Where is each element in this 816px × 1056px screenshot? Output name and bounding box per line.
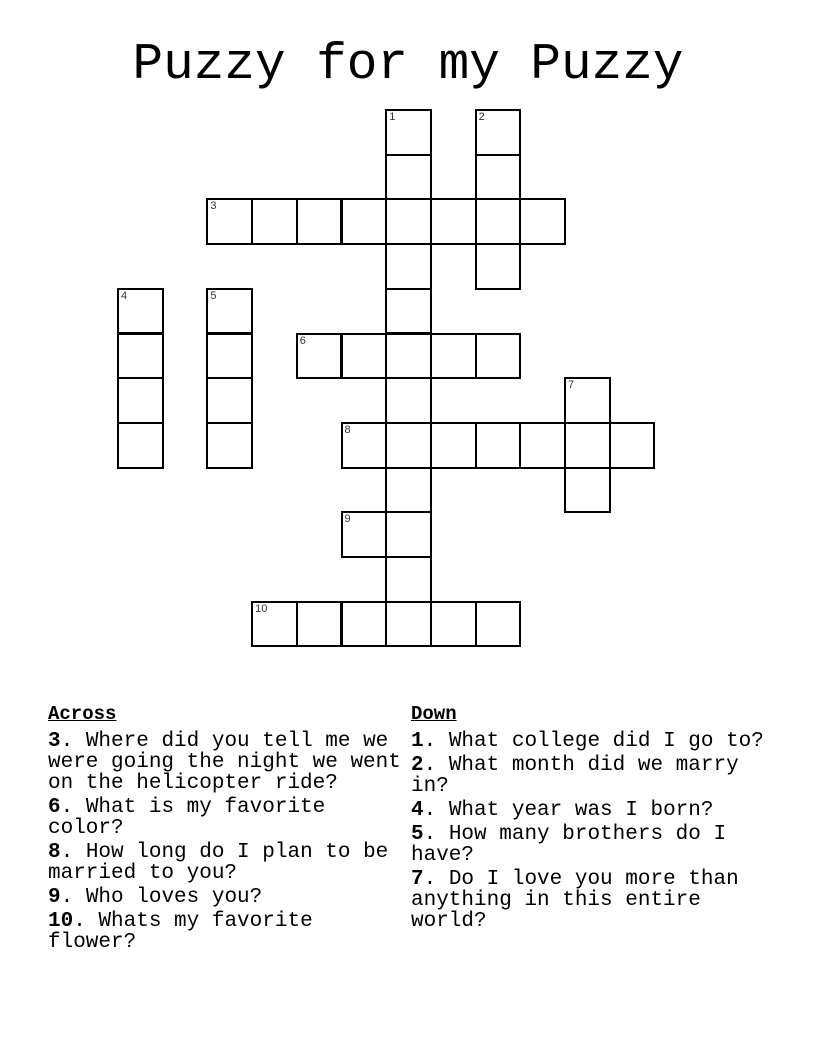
clue-number: 5 bbox=[411, 823, 424, 846]
clue-number: 3 bbox=[48, 730, 61, 753]
cell-number: 5 bbox=[210, 289, 217, 302]
clue-down-1: 1. What college did I go to? bbox=[411, 730, 764, 753]
clue-number: 7 bbox=[411, 868, 424, 891]
crossword-cell[interactable] bbox=[206, 333, 253, 380]
crossword-cell[interactable] bbox=[475, 243, 522, 290]
clue-number: 10 bbox=[48, 910, 74, 933]
crossword-cell[interactable] bbox=[385, 511, 432, 558]
crossword-cell[interactable] bbox=[430, 333, 477, 380]
crossword-cell[interactable] bbox=[519, 422, 566, 469]
crossword-cell[interactable] bbox=[206, 288, 253, 335]
crossword-cell[interactable] bbox=[385, 556, 432, 603]
cell-number: 10 bbox=[255, 602, 268, 615]
clue-across-9: 9. Who loves you? bbox=[48, 886, 263, 909]
cell-number: 9 bbox=[344, 513, 351, 526]
clue-text: Do I love you more than anything in this entire world? bbox=[411, 868, 739, 933]
crossword-cell[interactable] bbox=[385, 154, 432, 201]
crossword-cell[interactable] bbox=[296, 333, 343, 380]
clue-number: 4 bbox=[411, 799, 424, 822]
clue-text: Where did you tell me we were going the night we went on the helicopter ride? bbox=[48, 730, 401, 795]
crossword-cell[interactable] bbox=[251, 198, 298, 245]
crossword-cell[interactable] bbox=[519, 198, 566, 245]
crossword-cell[interactable] bbox=[430, 601, 477, 648]
clue-down-4: 4. What year was I born? bbox=[411, 799, 714, 822]
crossword-cell[interactable] bbox=[385, 109, 432, 156]
clue-down-5: 5. How many brothers do I have? bbox=[411, 823, 727, 867]
clue-across-10: 10. Whats my favorite flower? bbox=[48, 910, 313, 954]
clue-number: 8 bbox=[48, 841, 61, 864]
crossword-cell[interactable] bbox=[475, 154, 522, 201]
clue-number: 6 bbox=[48, 796, 61, 819]
clue-text: How many brothers do I have? bbox=[411, 823, 727, 867]
crossword-cell[interactable] bbox=[475, 601, 522, 648]
crossword-cell[interactable] bbox=[564, 467, 611, 514]
down-clues bbox=[411, 704, 771, 935]
crossword-cell[interactable] bbox=[341, 422, 388, 469]
cell-number: 8 bbox=[344, 423, 351, 436]
clue-text: What is my favorite color? bbox=[48, 796, 326, 840]
crossword-cell[interactable] bbox=[341, 198, 388, 245]
across-clues bbox=[48, 704, 410, 956]
clue-across-8: 8. How long do I plan to be married to you? bbox=[48, 841, 389, 885]
cell-number: 2 bbox=[478, 111, 485, 123]
crossword-cell[interactable] bbox=[341, 333, 388, 380]
clue-text: What month did we marry in? bbox=[411, 754, 739, 798]
crossword-cell[interactable] bbox=[475, 109, 522, 156]
clue-number: 9 bbox=[48, 886, 61, 909]
crossword-cell[interactable] bbox=[341, 601, 388, 648]
clue-text: How long do I plan to be married to you? bbox=[48, 841, 389, 885]
crossword-cell[interactable] bbox=[117, 377, 164, 424]
crossword-cell[interactable] bbox=[475, 198, 522, 245]
crossword-cell[interactable] bbox=[206, 377, 253, 424]
crossword-cell[interactable] bbox=[251, 601, 298, 648]
crossword-cell[interactable] bbox=[564, 377, 611, 424]
crossword-cell[interactable] bbox=[385, 377, 432, 424]
crossword-cell[interactable] bbox=[430, 198, 477, 245]
crossword-cell[interactable] bbox=[117, 333, 164, 380]
crossword-cell[interactable] bbox=[385, 467, 432, 514]
clue-text: Whats my favorite flower? bbox=[48, 910, 313, 954]
crossword-cell[interactable] bbox=[385, 198, 432, 245]
crossword-cell[interactable] bbox=[564, 422, 611, 469]
crossword-cell[interactable] bbox=[475, 333, 522, 380]
clue-across-6: 6. What is my favorite color? bbox=[48, 796, 326, 840]
cell-number: 3 bbox=[210, 200, 217, 213]
crossword-cell[interactable] bbox=[341, 511, 388, 558]
clue-number: 2 bbox=[411, 754, 424, 777]
crossword-cell[interactable] bbox=[117, 288, 164, 335]
crossword-cell[interactable] bbox=[430, 422, 477, 469]
cell-number: 1 bbox=[389, 111, 396, 123]
crossword-cell[interactable] bbox=[475, 422, 522, 469]
clue-across-3: 3. Where did you tell me we were going the night we went on the helicopter ride? bbox=[48, 730, 401, 795]
crossword-cell[interactable] bbox=[206, 198, 253, 245]
clue-down-2: 2. What month did we marry in? bbox=[411, 754, 739, 798]
crossword-cell[interactable] bbox=[296, 198, 343, 245]
crossword-cell[interactable] bbox=[206, 422, 253, 469]
crossword-cell[interactable] bbox=[385, 333, 432, 380]
down-heading: Down bbox=[411, 703, 457, 725]
across-heading: Across bbox=[48, 703, 117, 725]
crossword-cell[interactable] bbox=[385, 288, 432, 335]
cell-number: 7 bbox=[568, 379, 575, 392]
crossword-cell[interactable] bbox=[385, 243, 432, 290]
clue-number: 1 bbox=[411, 730, 424, 753]
crossword-cell[interactable] bbox=[117, 422, 164, 469]
clue-text: What college did I go to? bbox=[448, 730, 764, 753]
crossword-cell[interactable] bbox=[609, 422, 656, 469]
clue-down-7: 7. Do I love you more than anything in this entire world? bbox=[411, 868, 739, 933]
cell-number: 6 bbox=[299, 334, 306, 347]
cell-number: 4 bbox=[121, 289, 128, 302]
crossword-cell[interactable] bbox=[385, 422, 432, 469]
clue-text: Who loves you? bbox=[85, 886, 263, 909]
clue-text: What year was I born? bbox=[448, 799, 714, 822]
page-title: Puzzy for my Puzzy bbox=[132, 37, 684, 94]
crossword-cell[interactable] bbox=[385, 601, 432, 648]
crossword-cell[interactable] bbox=[296, 601, 343, 648]
